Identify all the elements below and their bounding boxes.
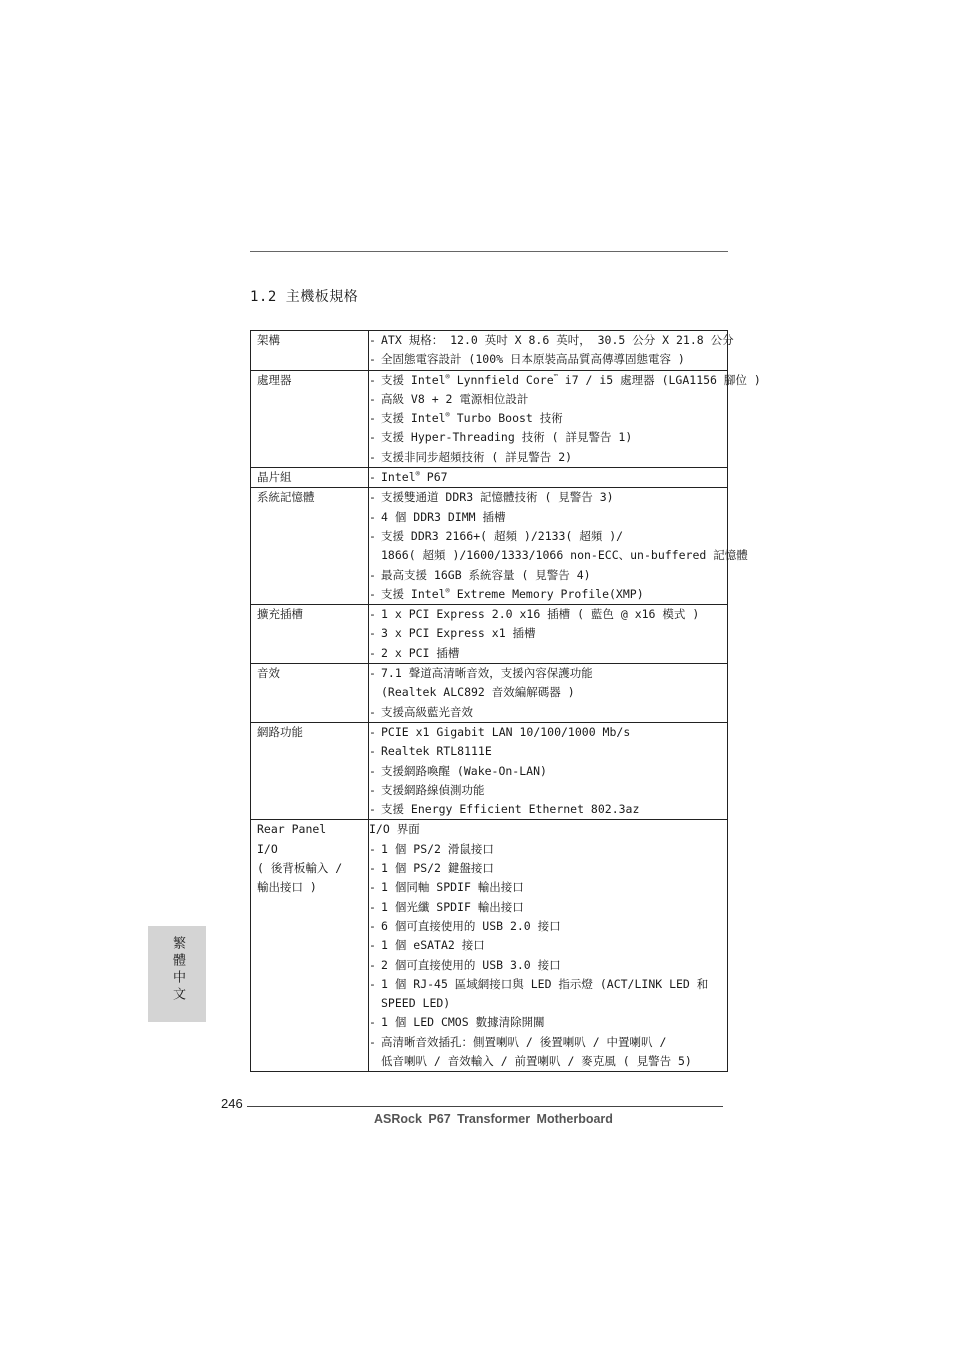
spec-items xyxy=(369,664,728,723)
spec-category-label: I/O xyxy=(257,841,278,856)
spec-category xyxy=(251,370,369,467)
bullet-dash-icon: - xyxy=(369,802,376,817)
bullet-dash-icon: - xyxy=(369,607,376,622)
bullet-dash-icon: - xyxy=(369,333,376,347)
spec-item-text: 3 x PCI Express x1 插槽 xyxy=(381,626,536,641)
spec-item xyxy=(369,742,727,761)
spec-category xyxy=(251,722,369,819)
spec-item xyxy=(369,956,727,975)
spec-item xyxy=(369,820,727,839)
spec-item-text: 1 個 PS/2 鍵盤接口 xyxy=(381,861,494,876)
spec-item xyxy=(369,703,727,722)
spec-item xyxy=(369,762,727,781)
bullet-dash-icon: - xyxy=(369,918,376,933)
spec-items xyxy=(369,331,734,371)
spec-item xyxy=(369,859,727,878)
spec-item xyxy=(369,468,727,487)
spec-category-label: Rear Panel xyxy=(257,822,327,837)
spec-item xyxy=(369,566,727,585)
spec-item-text: PCIE x1 Gigabit LAN 10/100/1000 Mb/s xyxy=(381,724,631,739)
spec-item-text: 支援雙通道 DDR3 記憶體技術 ( 見警告 3) xyxy=(381,490,614,505)
spec-items xyxy=(369,468,728,488)
spec-item-text: 1 個 RJ-45 區域網接口與 LED 指示燈 (ACT/LINK LED 和 xyxy=(381,976,709,991)
spec-item-text: 1 個 PS/2 滑鼠接口 xyxy=(381,841,494,856)
bullet-dash-icon: - xyxy=(369,724,376,739)
spec-item-text: 支援 DDR3 2166+( 超頻 )/2133( 超頻 )/ xyxy=(381,528,624,543)
bullet-dash-icon: - xyxy=(369,352,376,367)
spec-item xyxy=(369,1033,727,1052)
bullet-dash-icon: - xyxy=(369,528,376,543)
spec-item xyxy=(369,878,727,897)
spec-category-label: ( 後背板輸入 / xyxy=(257,861,343,876)
spec-category xyxy=(251,488,369,605)
spec-category-label: 網路功能 xyxy=(257,724,303,739)
bullet-dash-icon: - xyxy=(369,1034,376,1049)
spec-item xyxy=(369,683,727,702)
bottom-rule xyxy=(247,1106,723,1107)
spec-category xyxy=(251,605,369,664)
spec-category-label: 晶片組 xyxy=(257,470,292,485)
spec-item-text: SPEED LED) xyxy=(381,996,451,1011)
page-number: 246 xyxy=(221,1096,243,1111)
bullet-dash-icon: - xyxy=(369,704,376,719)
bullet-dash-icon: - xyxy=(369,976,376,991)
spec-item xyxy=(369,898,727,917)
spec-item xyxy=(369,508,727,527)
spec-category-label: 擴充插槽 xyxy=(257,607,303,622)
spec-item-text: 1 個光纖 SPDIF 輸出接口 xyxy=(381,899,524,914)
spec-item-text: 7.1 聲道高清晰音效，支援內容保護功能 xyxy=(381,666,593,681)
spec-item xyxy=(369,428,727,447)
spec-category-label: 輸出接口 ) xyxy=(257,880,317,895)
spec-item-text: 支援網路線偵測功能 xyxy=(381,782,485,797)
spec-item xyxy=(369,527,727,546)
spec-item-text: 全固態電容設計 (100% 日本原裝高品質高傳導固態電容 ) xyxy=(381,352,685,367)
spec-category-label: 處理器 xyxy=(257,372,292,387)
spec-item xyxy=(369,371,761,390)
bullet-dash-icon: - xyxy=(369,470,376,485)
spec-items xyxy=(369,722,728,819)
language-tab-label: 繁體中文 xyxy=(170,936,185,1004)
spec-items xyxy=(369,370,761,467)
language-tab xyxy=(148,926,206,1022)
bullet-dash-icon: - xyxy=(369,957,376,972)
spec-item-text: 2 個可直接使用的 USB 3.0 接口 xyxy=(381,957,561,972)
top-rule xyxy=(250,251,728,252)
spec-category-label: 音效 xyxy=(257,666,280,681)
spec-category-label: 架構 xyxy=(257,333,280,347)
spec-item xyxy=(369,448,727,467)
spec-item-text: 支援 Intel® Extreme Memory Profile(XMP) xyxy=(381,586,644,601)
bullet-dash-icon: - xyxy=(369,567,376,582)
spec-item-text: 最高支援 16GB 系統容量 ( 見警告 4) xyxy=(381,567,591,582)
spec-item xyxy=(369,994,727,1013)
spec-item-text: 1866( 超頻 )/1600/1333/1066 non-ECC、un-buffered 記憶體 xyxy=(381,548,748,563)
spec-row xyxy=(251,370,728,467)
spec-row xyxy=(251,488,728,605)
bullet-dash-icon: - xyxy=(369,490,376,505)
spec-row xyxy=(251,664,728,723)
spec-item-text: 支援非同步超頻技術 ( 詳見警告 2) xyxy=(381,449,573,464)
spec-item-text: 支援高級藍光音效 xyxy=(381,704,473,719)
spec-item xyxy=(369,488,727,507)
spec-item-text: I/O 界面 xyxy=(369,822,420,837)
spec-category xyxy=(251,664,369,723)
spec-table-body xyxy=(251,331,761,1072)
section-title: 1.2 主機板規格 xyxy=(250,289,359,305)
spec-item xyxy=(369,624,727,643)
spec-item-text: 2 x PCI 插槽 xyxy=(381,645,460,660)
spec-item xyxy=(369,1052,727,1071)
spec-item xyxy=(369,936,727,955)
bullet-dash-icon: - xyxy=(369,899,376,914)
spec-item-text: Realtek RTL8111E xyxy=(381,744,492,759)
spec-category xyxy=(251,331,369,371)
spec-item-text: 支援 Intel® Lynnfield Core™ i7 / i5 處理器 (LGA1156 腳位 ) xyxy=(381,372,761,387)
bullet-dash-icon: - xyxy=(369,372,376,387)
spec-item xyxy=(369,840,727,859)
spec-item-text: 支援網路喚醒 (Wake-On-LAN) xyxy=(381,763,547,778)
bullet-dash-icon: - xyxy=(369,411,376,426)
bullet-dash-icon: - xyxy=(369,1015,376,1030)
spec-item-text: 支援 Intel® Turbo Boost 技術 xyxy=(381,411,563,426)
spec-item-text: (Realtek ALC892 音效編解碼器 ) xyxy=(381,685,575,700)
bullet-dash-icon: - xyxy=(369,430,376,445)
spec-item xyxy=(369,331,734,350)
bullet-dash-icon: - xyxy=(369,449,376,464)
spec-item xyxy=(369,350,727,369)
spec-category xyxy=(251,468,369,488)
spec-item-text: 1 個 LED CMOS 數據清除開關 xyxy=(381,1015,545,1030)
bullet-dash-icon: - xyxy=(369,626,376,641)
spec-item-text: 支援 Hyper-Threading 技術 ( 詳見警告 1) xyxy=(381,430,633,445)
spec-item xyxy=(369,1013,727,1032)
spec-item-text: 1 個 eSATA2 接口 xyxy=(381,938,485,953)
spec-item-text: 高清晰音效插孔：側置喇叭 / 後置喇叭 / 中置喇叭 / xyxy=(381,1034,667,1049)
spec-item-text: 支援 Energy Efficient Ethernet 802.3az xyxy=(381,802,640,817)
spec-item xyxy=(369,546,748,565)
spec-item xyxy=(369,723,727,742)
spec-row xyxy=(251,820,728,1072)
spec-item xyxy=(369,390,727,409)
bullet-dash-icon: - xyxy=(369,391,376,406)
spec-row xyxy=(251,331,728,371)
spec-table xyxy=(250,330,761,1072)
spec-row xyxy=(251,468,728,488)
spec-items xyxy=(369,605,728,664)
spec-items xyxy=(369,488,748,605)
spec-item xyxy=(369,975,727,994)
spec-item-text: 高級 V8 + 2 電源相位設計 xyxy=(381,391,529,406)
spec-row xyxy=(251,722,728,819)
bullet-dash-icon: - xyxy=(369,880,376,895)
spec-item xyxy=(369,800,727,819)
bullet-dash-icon: - xyxy=(369,938,376,953)
bullet-dash-icon: - xyxy=(369,645,376,660)
spec-item xyxy=(369,644,727,663)
spec-items xyxy=(369,820,728,1072)
bullet-dash-icon: - xyxy=(369,586,376,601)
spec-category xyxy=(251,820,369,1072)
bullet-dash-icon: - xyxy=(369,763,376,778)
spec-item-text: 6 個可直接使用的 USB 2.0 接口 xyxy=(381,918,561,933)
bullet-dash-icon: - xyxy=(369,509,376,524)
spec-item xyxy=(369,917,727,936)
bullet-dash-icon: - xyxy=(369,782,376,797)
bullet-dash-icon: - xyxy=(369,841,376,856)
footer-title: ASRock P67 Transformer Motherboard xyxy=(374,1112,613,1126)
spec-item-text: Intel® P67 xyxy=(381,470,448,485)
bullet-dash-icon: - xyxy=(369,861,376,876)
spec-row xyxy=(251,605,728,664)
spec-item-text: 1 x PCI Express 2.0 x16 插槽 ( 藍色 @ x16 模式 ) xyxy=(381,607,700,622)
spec-item xyxy=(369,585,727,604)
spec-item-text: 低音喇叭 / 音效輸入 / 前置喇叭 / 麥克風 ( 見警告 5) xyxy=(381,1053,692,1068)
spec-category-label: 系統記憶體 xyxy=(257,490,315,505)
spec-item xyxy=(369,664,727,683)
spec-item-text: ATX 規格： 12.0 英吋 X 8.6 英吋， 30.5 公分 X 21.8 公分 xyxy=(381,333,734,347)
spec-item xyxy=(369,781,727,800)
spec-item-text: 4 個 DDR3 DIMM 插槽 xyxy=(381,509,506,524)
spec-item xyxy=(369,605,727,624)
spec-item xyxy=(369,409,727,428)
bullet-dash-icon: - xyxy=(369,744,376,759)
bullet-dash-icon: - xyxy=(369,666,376,681)
spec-item-text: 1 個同軸 SPDIF 輸出接口 xyxy=(381,880,524,895)
